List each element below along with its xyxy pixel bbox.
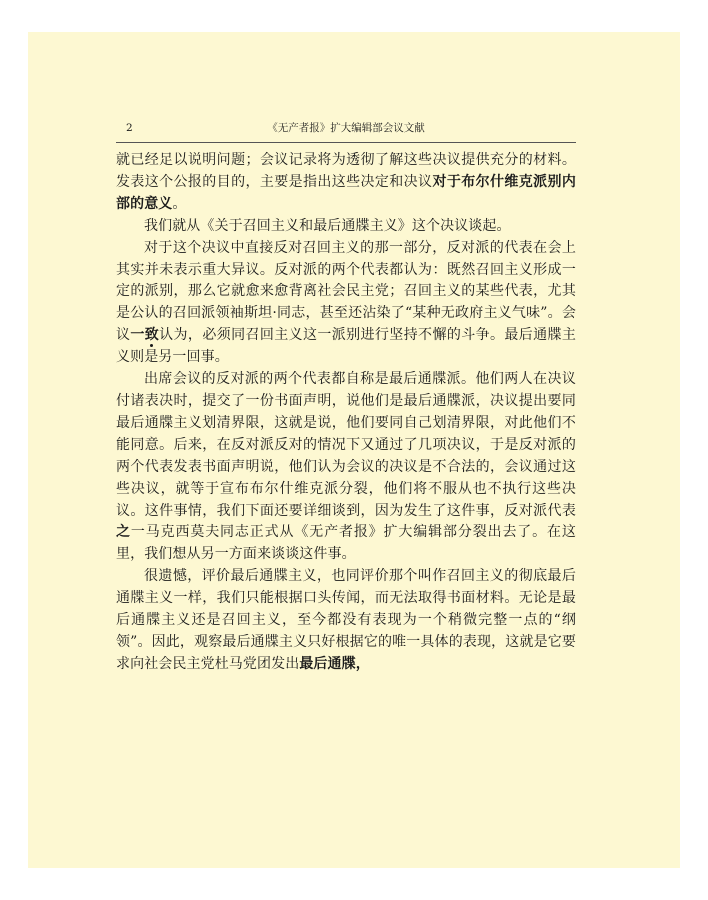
paragraph: 出席会议的反对派的两个代表都自称是最后通牒派。他们两人在决议付诸表决时，提交了一份书面声明，说他们是最后通牒派，决议提出要同最后通牒主义划清界限，这就是说，他们要同自己划清界限，对此他们不能同意。后来，在反对派反对的情况下又通过了几项决议，于是反对派的两个代表发表书面声明说，他们认为会议的决议是不合法的，会议通过这些决议，就等于宣布布尔什维克派分裂，他们将不服从也不执行这些决议。这件事情，我们下面还要详细谈到，因为发生了这件事，反对派代表之一马克西莫夫同志正式从《无产者报》扩大编辑部分裂出去了。在这里，我们想从另一方面来谈谈这件事。 [116, 371, 577, 563]
paragraph: 我们就从《关于召回主义和最后通牒主义》这个决议谈起。 [144, 217, 511, 234]
paragraph: 对于这个决议中直接反对召回主义的那一部分，反对派的代表在会上其实并未表示重大异议。反对派的两个代表都认为：既然召回主义形成一定的派别，那么它就愈来愈背离社会民主党；召回主义的某些代表，尤其是公认的召回派领袖斯坦·同志，甚至还沾染了“某种无政府主义气味”。会议一致认为，必须同召回主义这一派别进行坚持不懈的斗争。最后通牒主义则是另一回事。 [116, 239, 576, 366]
body-text [116, 150, 576, 676]
emphasis-text: 之 [116, 524, 131, 541]
page-number: 2 [126, 122, 133, 134]
emphasis-dotted-text: 致 [144, 327, 160, 344]
paragraph: 就已经足以说明问题；会议记录将为透彻了解这些决议提供充分的材料。发表这个公报的目的，主要是指出这些决定和决议对于布尔什维克派别内部的意义。 [116, 152, 577, 212]
emphasis-text: 对于布尔什维克派别内部的意义 [116, 173, 577, 212]
header-rule [116, 142, 576, 143]
paragraph: 很遗憾，评价最后通牒主义，也同评价那个叫作召回主义的彻底最后通牒主义一样，我们只能根据口头传闻，而无法取得书面材料。无论是最后通牒主义还是召回主义，至今都没有表现为一个稍微完整一点的“纲领”。因此，观察最后通牒主义只好根据它的唯一具体的表现，这就是它要求向社会民主党杜马党团发出最后通牒， [116, 568, 576, 672]
running-header [116, 118, 576, 138]
running-title: 《无产者报》扩大编辑部会议文献 [267, 122, 425, 134]
emphasis-text: 最后通牒， [299, 655, 370, 672]
emphasis-text: 一 [130, 327, 145, 344]
